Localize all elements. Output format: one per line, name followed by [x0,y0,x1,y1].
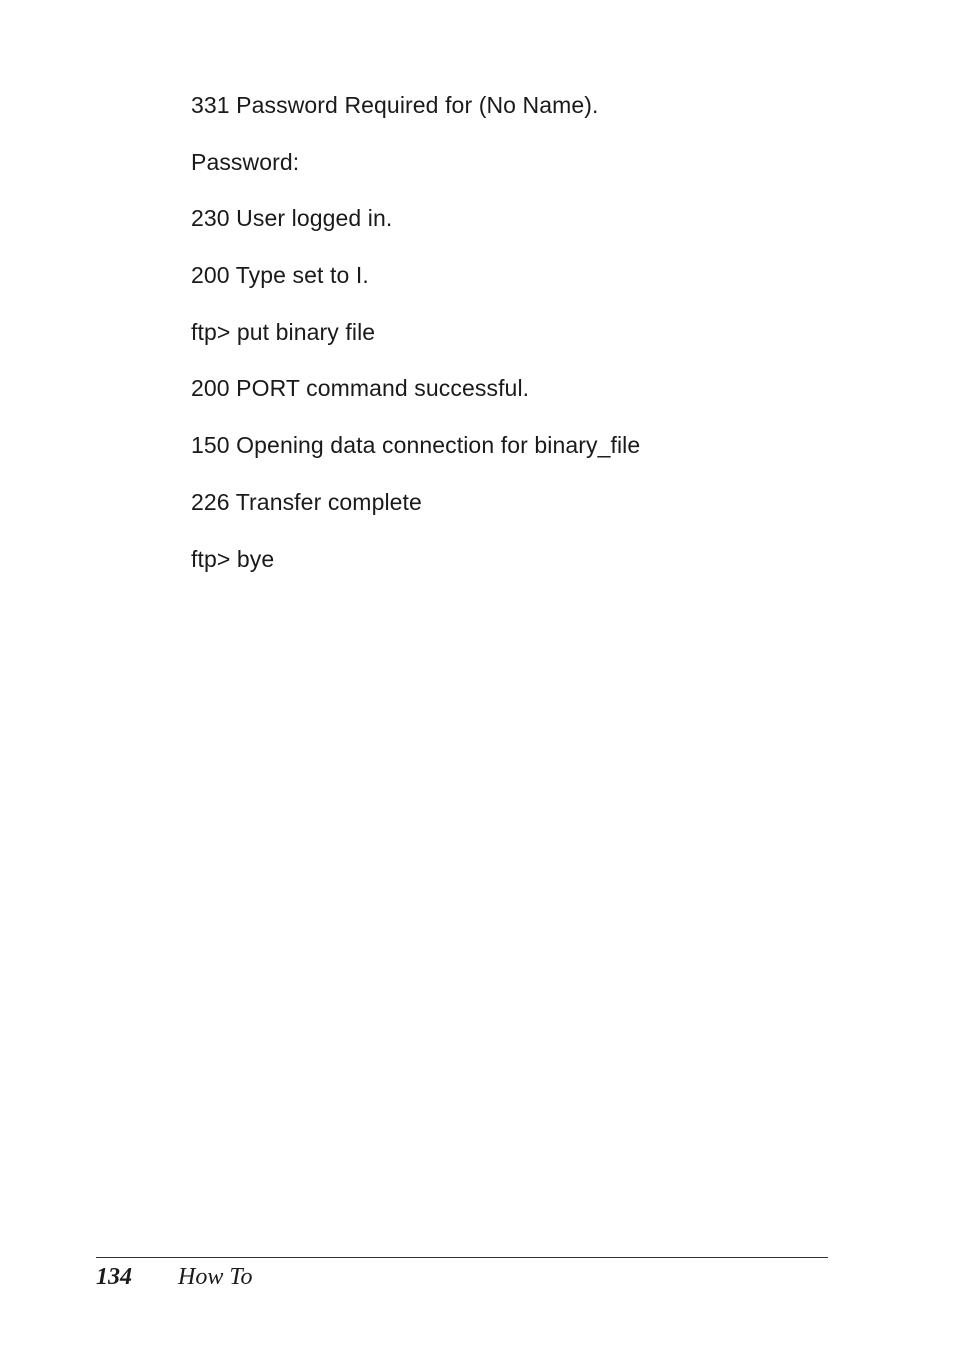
page-footer [96,1262,252,1292]
ftp-session-transcript [191,88,851,598]
transcript-line: 150 Opening data connection for binary_file [191,432,641,459]
transcript-line: 331 Password Required for (No Name). [191,92,599,118]
section-title: How To [178,1264,253,1290]
transcript-line: 200 Type set to I. [191,262,369,289]
page-number: 134 [96,1264,132,1290]
footer-divider [96,1257,828,1258]
transcript-line: ftp> bye [191,545,275,572]
transcript-line: 200 PORT command successful. [191,375,530,402]
transcript-line: 230 User logged in. [191,205,393,232]
transcript-line: 226 Transfer complete [191,488,422,515]
transcript-line: Password: [191,148,300,175]
transcript-line: ftp> put binary file [191,318,376,345]
